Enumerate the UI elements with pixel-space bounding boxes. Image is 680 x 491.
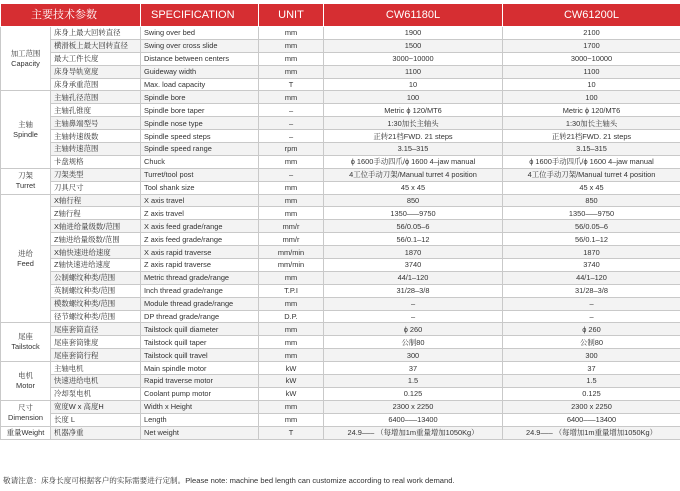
value-model-1: 6400–––13400 <box>324 413 503 426</box>
param-name-en: Swing over cross slide <box>141 39 259 52</box>
group-label-zh: 尾座 <box>18 332 33 342</box>
param-name-en: Spindle bore taper <box>141 104 259 117</box>
param-name-zh: 尾座套筒行程 <box>51 349 141 362</box>
header-model-2: CW61200L <box>503 4 680 27</box>
value-model-2: 1870 <box>503 246 680 259</box>
value-model-1: 1870 <box>324 246 503 259</box>
unit-cell: mm <box>259 155 324 168</box>
param-name-zh: 主轴鼻端型号 <box>51 117 141 130</box>
value-model-1: – <box>324 297 503 310</box>
group-label-zh: 尺寸 <box>18 403 33 413</box>
footnote: 敬请注意：床身长度可根据客户的实际需要进行定制。Please note: machine bed length can customize according to real work demand. <box>3 476 455 485</box>
param-name-zh: X轴行程 <box>51 194 141 207</box>
param-name-en: Spindle speed range <box>141 143 259 156</box>
value-model-1: 4工位手动刀架/Manual turret 4 position <box>324 168 503 181</box>
param-name-zh: 床身导轨宽度 <box>51 65 141 78</box>
value-model-2: 6400–––13400 <box>503 413 680 426</box>
group-label <box>1 323 51 362</box>
table-row <box>1 65 680 78</box>
value-model-2: 100 <box>503 91 680 104</box>
table-row <box>1 413 680 426</box>
value-model-1: ϕ 260 <box>324 323 503 336</box>
unit-cell: mm <box>259 194 324 207</box>
table-row <box>1 233 680 246</box>
param-name-zh: 机器净重 <box>51 426 141 439</box>
value-model-2: 1:30加长主轴头 <box>503 117 680 130</box>
table-row <box>1 52 680 65</box>
group-label-en: Spindle <box>13 129 38 139</box>
table-row <box>1 271 680 284</box>
param-name-zh: 最大工件长度 <box>51 52 141 65</box>
unit-cell: mm <box>259 52 324 65</box>
value-model-1: 44/1–120 <box>324 271 503 284</box>
value-model-1: 1:30加长主轴头 <box>324 117 503 130</box>
param-name-zh: 主轴转速范围 <box>51 143 141 156</box>
value-model-2: ϕ 1600手动四爪/ϕ 1600 4–jaw manual <box>503 155 680 168</box>
value-model-2: 3000~10000 <box>503 52 680 65</box>
param-name-zh: 径节螺纹种类/范围 <box>51 310 141 323</box>
value-model-1: 37 <box>324 362 503 375</box>
param-name-zh: 床身承重范围 <box>51 78 141 91</box>
value-model-2: 1350–––9750 <box>503 207 680 220</box>
param-name-zh: 长度 L <box>51 413 141 426</box>
param-name-en: Width x Height <box>141 400 259 413</box>
param-name-en: Tailstock quill taper <box>141 336 259 349</box>
group-label <box>1 91 51 168</box>
table-row <box>1 194 680 207</box>
spec-table <box>0 4 680 440</box>
table-row <box>1 284 680 297</box>
group-label-zh: 电机 <box>18 370 33 380</box>
table-row <box>1 362 680 375</box>
value-model-1: 45 x 45 <box>324 181 503 194</box>
param-name-zh: 模数螺纹种类/范围 <box>51 297 141 310</box>
group-label <box>1 426 51 439</box>
param-name-en: Max. load capacity <box>141 78 259 91</box>
table-row <box>1 426 680 439</box>
group-label-en: Capacity <box>11 58 40 68</box>
table-row <box>1 104 680 117</box>
table-row <box>1 143 680 156</box>
value-model-2: 10 <box>503 78 680 91</box>
param-name-en: Spindle nose type <box>141 117 259 130</box>
param-name-zh: Z轴行程 <box>51 207 141 220</box>
param-name-zh: 主轴电机 <box>51 362 141 375</box>
value-model-1: 24.9––– （每增加1m重量增加1050Kg） <box>324 426 503 439</box>
param-name-en: Tailstock quill diameter <box>141 323 259 336</box>
value-model-1: 3000~10000 <box>324 52 503 65</box>
param-name-en: Z axis rapid traverse <box>141 259 259 272</box>
group-label-zh: 进给 <box>18 248 33 258</box>
value-model-1: 3740 <box>324 259 503 272</box>
group-label <box>1 27 51 91</box>
table-row <box>1 246 680 259</box>
param-name-zh: 尾座套筒锥度 <box>51 336 141 349</box>
table-row <box>1 91 680 104</box>
param-name-zh: 刀架类型 <box>51 168 141 181</box>
value-model-1: 2300 x 2250 <box>324 400 503 413</box>
value-model-1: 100 <box>324 91 503 104</box>
unit-cell: mm/min <box>259 246 324 259</box>
group-label-zh: 加工范围 <box>10 48 41 58</box>
group-label-en: Motor <box>16 380 35 390</box>
table-row <box>1 130 680 143</box>
value-model-2: 45 x 45 <box>503 181 680 194</box>
value-model-2: 300 <box>503 349 680 362</box>
value-model-2: 1100 <box>503 65 680 78</box>
param-name-en: Coolant pump motor <box>141 387 259 400</box>
value-model-1: 300 <box>324 349 503 362</box>
param-name-zh: 英制螺纹种类/范围 <box>51 284 141 297</box>
unit-cell: mm <box>259 323 324 336</box>
value-model-2: 56/0.1–12 <box>503 233 680 246</box>
group-label-zh: 刀架 <box>18 171 33 181</box>
param-name-en: Length <box>141 413 259 426</box>
unit-cell: – <box>259 168 324 181</box>
value-model-2: 公制80 <box>503 336 680 349</box>
table-row <box>1 375 680 388</box>
unit-cell: mm/r <box>259 233 324 246</box>
param-name-en: Distance between centers <box>141 52 259 65</box>
param-name-zh: 横滑板上最大回转直径 <box>51 39 141 52</box>
value-model-1: 1500 <box>324 39 503 52</box>
value-model-2: 3.15–315 <box>503 143 680 156</box>
param-name-en: Net weight <box>141 426 259 439</box>
param-name-zh: 冷却泵电机 <box>51 387 141 400</box>
table-row <box>1 349 680 362</box>
value-model-1: ϕ 1600手动四爪/ϕ 1600 4–jaw manual <box>324 155 503 168</box>
unit-cell: kW <box>259 362 324 375</box>
group-label-en: Feed <box>17 258 34 268</box>
param-name-en: Rapid traverse motor <box>141 375 259 388</box>
unit-cell: mm <box>259 27 324 40</box>
table-row <box>1 220 680 233</box>
param-name-en: DP thread grade/range <box>141 310 259 323</box>
group-label-zh: 重量Weight <box>6 427 45 437</box>
value-model-2: 37 <box>503 362 680 375</box>
param-name-en: Turret/tool post <box>141 168 259 181</box>
unit-cell: – <box>259 104 324 117</box>
param-name-zh: 宽度W x 高度H <box>51 400 141 413</box>
unit-cell: mm <box>259 271 324 284</box>
header-specification: SPECIFICATION <box>141 4 259 27</box>
param-name-en: Guideway width <box>141 65 259 78</box>
param-name-en: Metric thread grade/range <box>141 271 259 284</box>
table-row <box>1 78 680 91</box>
table-row <box>1 336 680 349</box>
param-name-zh: 刀具尺寸 <box>51 181 141 194</box>
value-model-1: 3.15–315 <box>324 143 503 156</box>
param-name-en: Inch thread grade/range <box>141 284 259 297</box>
unit-cell: kW <box>259 375 324 388</box>
value-model-1: 公制80 <box>324 336 503 349</box>
unit-cell: mm <box>259 349 324 362</box>
unit-cell: T <box>259 78 324 91</box>
value-model-2: 31/28–3/8 <box>503 284 680 297</box>
header-row <box>1 4 680 27</box>
unit-cell: mm <box>259 39 324 52</box>
group-label-en: Dimension <box>8 413 43 423</box>
value-model-1: 1100 <box>324 65 503 78</box>
unit-cell: D.P. <box>259 310 324 323</box>
value-model-2: 正转21档FWD. 21 steps <box>503 130 680 143</box>
value-model-2: ϕ 260 <box>503 323 680 336</box>
param-name-zh: 主轴孔锥度 <box>51 104 141 117</box>
param-name-en: Z axis feed grade/range <box>141 233 259 246</box>
value-model-1: 56/0.1–12 <box>324 233 503 246</box>
value-model-2: 1700 <box>503 39 680 52</box>
unit-cell: mm <box>259 413 324 426</box>
value-model-1: 56/0.05–6 <box>324 220 503 233</box>
value-model-1: 正转21档FWD. 21 steps <box>324 130 503 143</box>
table-row <box>1 310 680 323</box>
value-model-2: 2300 x 2250 <box>503 400 680 413</box>
unit-cell: mm/r <box>259 220 324 233</box>
param-name-en: Module thread grade/range <box>141 297 259 310</box>
value-model-2: Metric ϕ 120/MT6 <box>503 104 680 117</box>
param-name-zh: 尾座套筒直径 <box>51 323 141 336</box>
unit-cell: T.P.I <box>259 284 324 297</box>
header-unit: UNIT <box>259 4 324 27</box>
unit-cell: mm <box>259 65 324 78</box>
value-model-2: 3740 <box>503 259 680 272</box>
param-name-en: X axis travel <box>141 194 259 207</box>
table-row <box>1 181 680 194</box>
param-name-en: X axis feed grade/range <box>141 220 259 233</box>
group-label <box>1 362 51 401</box>
param-name-en: Spindle speed steps <box>141 130 259 143</box>
param-name-en: Spindle bore <box>141 91 259 104</box>
header-model-1: CW61180L <box>324 4 503 27</box>
unit-cell: T <box>259 426 324 439</box>
unit-cell: mm/min <box>259 259 324 272</box>
table-row <box>1 168 680 181</box>
param-name-zh: Z轴进给量级数/范围 <box>51 233 141 246</box>
unit-cell: mm <box>259 207 324 220</box>
value-model-1: 1.5 <box>324 375 503 388</box>
value-model-1: 850 <box>324 194 503 207</box>
table-row <box>1 323 680 336</box>
table-row <box>1 39 680 52</box>
value-model-1: 0.125 <box>324 387 503 400</box>
group-label <box>1 400 51 426</box>
value-model-1: – <box>324 310 503 323</box>
unit-cell: mm <box>259 336 324 349</box>
table-row <box>1 27 680 40</box>
unit-cell: mm <box>259 181 324 194</box>
group-label <box>1 168 51 194</box>
group-label-en: Tailstock <box>11 342 40 352</box>
param-name-zh: 床身上最大回转直径 <box>51 27 141 40</box>
param-name-en: Z axis travel <box>141 207 259 220</box>
group-label-zh: 主轴 <box>18 119 33 129</box>
param-name-zh: 快速进给电机 <box>51 375 141 388</box>
value-model-2: – <box>503 297 680 310</box>
value-model-1: Metric ϕ 120/MT6 <box>324 104 503 117</box>
table-row <box>1 155 680 168</box>
unit-cell: – <box>259 117 324 130</box>
param-name-zh: 主轴转速级数 <box>51 130 141 143</box>
table-row <box>1 207 680 220</box>
unit-cell: mm <box>259 400 324 413</box>
param-name-zh: 主轴孔径范围 <box>51 91 141 104</box>
value-model-2: – <box>503 310 680 323</box>
value-model-2: 0.125 <box>503 387 680 400</box>
value-model-2: 850 <box>503 194 680 207</box>
group-label <box>1 194 51 323</box>
value-model-2: 4工位手动刀架/Manual turret 4 position <box>503 168 680 181</box>
value-model-2: 56/0.05–6 <box>503 220 680 233</box>
param-name-en: Tailstock quill travel <box>141 349 259 362</box>
value-model-2: 24.9––– （每增加1m重量增加1050Kg） <box>503 426 680 439</box>
header-main-params: 主要技术参数 <box>1 4 141 27</box>
unit-cell: rpm <box>259 143 324 156</box>
table-row <box>1 259 680 272</box>
table-row <box>1 400 680 413</box>
param-name-zh: X轴进给量级数/范围 <box>51 220 141 233</box>
table-row <box>1 297 680 310</box>
param-name-en: Main spindle motor <box>141 362 259 375</box>
param-name-zh: 卡盘规格 <box>51 155 141 168</box>
value-model-2: 1.5 <box>503 375 680 388</box>
value-model-2: 44/1–120 <box>503 271 680 284</box>
table-row <box>1 117 680 130</box>
unit-cell: mm <box>259 297 324 310</box>
param-name-en: Tool shank size <box>141 181 259 194</box>
value-model-1: 31/28–3/8 <box>324 284 503 297</box>
value-model-1: 10 <box>324 78 503 91</box>
value-model-2: 2100 <box>503 27 680 40</box>
param-name-zh: X轴快速进给速度 <box>51 246 141 259</box>
unit-cell: – <box>259 130 324 143</box>
param-name-en: Swing over bed <box>141 27 259 40</box>
unit-cell: kW <box>259 387 324 400</box>
param-name-en: X axis rapid traverse <box>141 246 259 259</box>
table-row <box>1 387 680 400</box>
param-name-zh: Z轴快速进给速度 <box>51 259 141 272</box>
value-model-1: 1350–––9750 <box>324 207 503 220</box>
group-label-en: Turret <box>15 181 36 191</box>
param-name-en: Chuck <box>141 155 259 168</box>
value-model-1: 1900 <box>324 27 503 40</box>
param-name-zh: 公制螺纹种类/范围 <box>51 271 141 284</box>
unit-cell: mm <box>259 91 324 104</box>
